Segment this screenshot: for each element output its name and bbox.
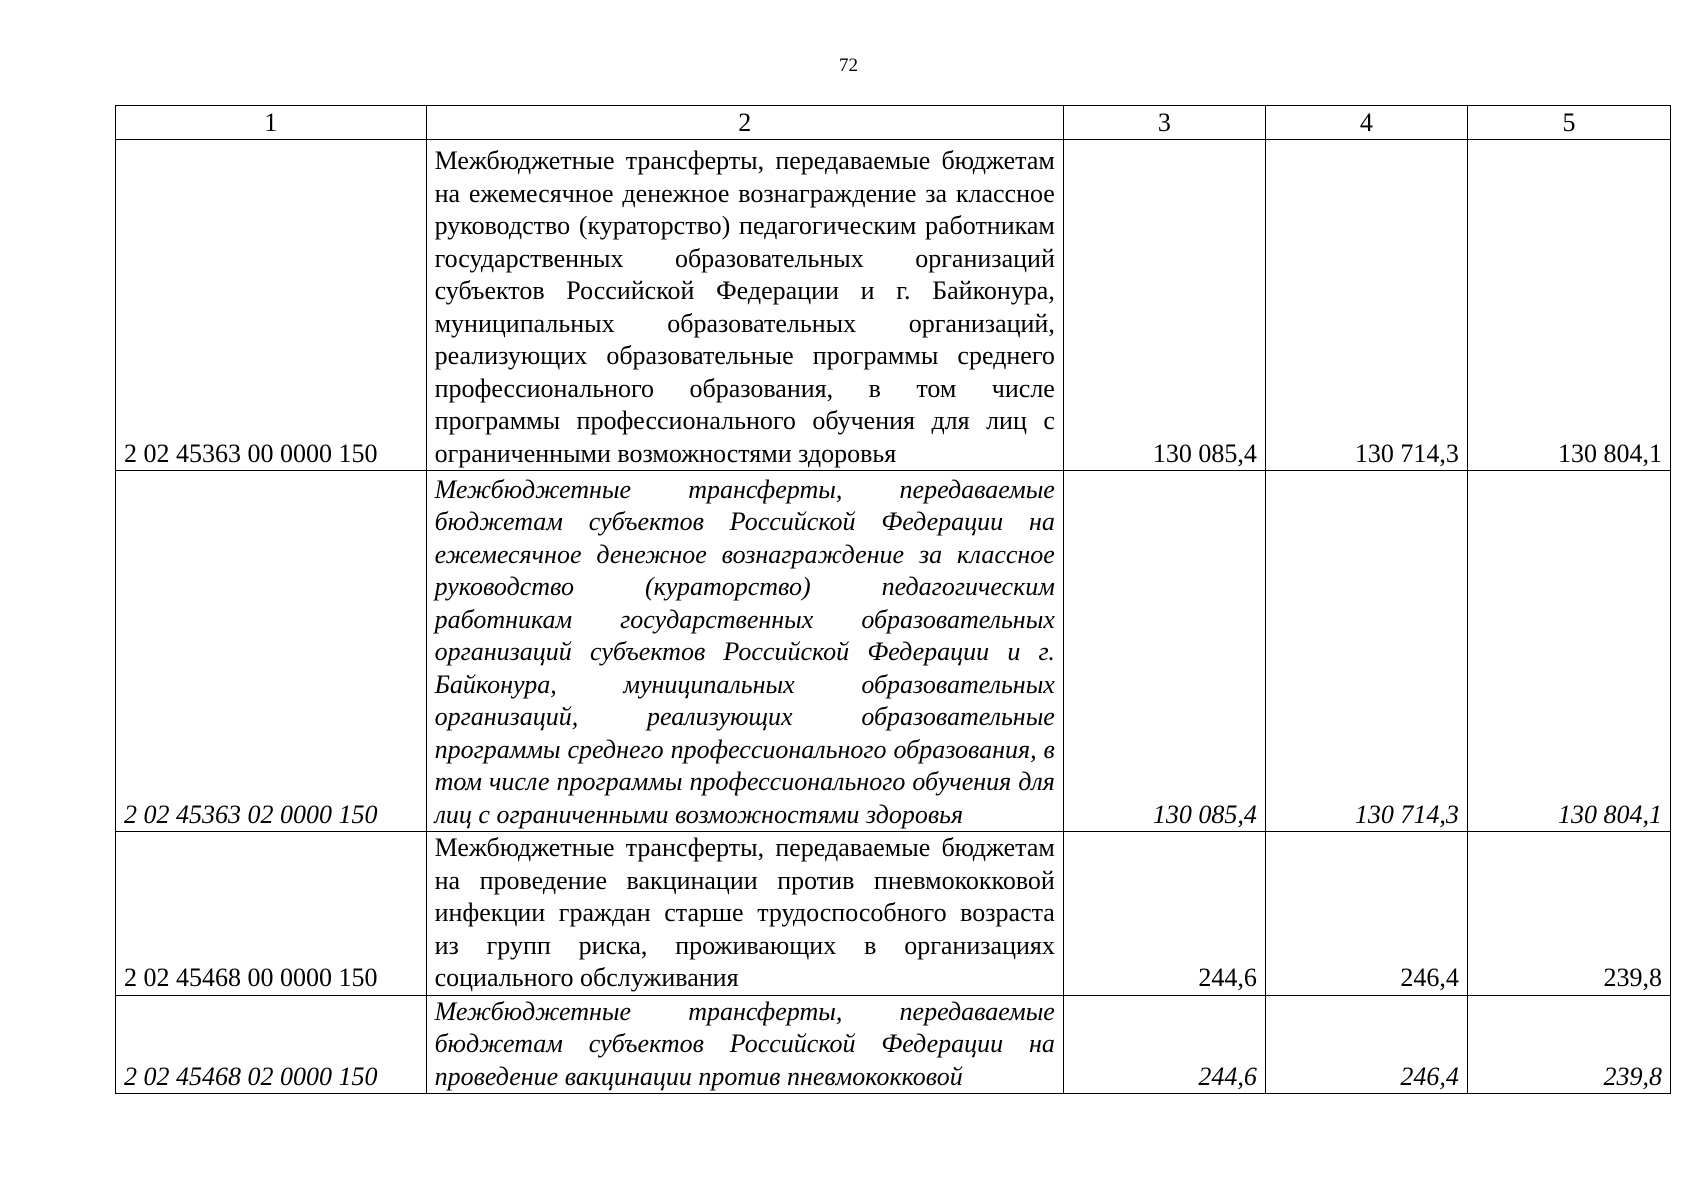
amount-col-4: 246,4 (1265, 995, 1467, 1094)
header-cell-5: 5 (1467, 106, 1670, 140)
table-row (116, 140, 1671, 471)
table-row (116, 995, 1671, 1094)
budget-code: 2 02 45468 02 0000 150 (116, 995, 427, 1094)
budget-description: Межбюджетные трансферты, передаваемые бюджетам на проведение вакцинации против пневмококковой инфекции граждан старше трудоспособного возраста из групп риска, проживающих в организациях социального обслуживания (426, 832, 1063, 996)
amount-col-3: 244,6 (1063, 995, 1265, 1094)
header-cell-3: 3 (1063, 106, 1265, 140)
table-row (116, 471, 1671, 832)
budget-code: 2 02 45468 00 0000 150 (116, 832, 427, 996)
header-cell-4: 4 (1265, 106, 1467, 140)
header-cell-2: 2 (426, 106, 1063, 140)
page-number: 72 (839, 55, 858, 76)
header-cell-1: 1 (116, 106, 427, 140)
amount-col-5: 130 804,1 (1467, 471, 1670, 832)
amount-col-4: 130 714,3 (1265, 140, 1467, 471)
budget-code: 2 02 45363 00 0000 150 (116, 140, 427, 471)
amount-col-4: 130 714,3 (1265, 471, 1467, 832)
amount-col-3: 244,6 (1063, 832, 1265, 996)
amount-col-3: 130 085,4 (1063, 140, 1265, 471)
table-row (116, 832, 1671, 996)
header-row (116, 106, 1671, 140)
amount-col-5: 130 804,1 (1467, 140, 1670, 471)
budget-description: Межбюджетные трансферты, передаваемые бюджетам на ежемесячное денежное вознаграждение за классное руководство (кураторство) педагогическим работникам государственных образовательных организаций субъектов Российской Федерации и г. Байконура, муниципальных образовательных организаций, реализующих образовательные программы среднего профессионального образования, в том числе программы профессионального обучения для лиц с ограниченными возможностями здоровья (426, 140, 1063, 471)
budget-table (115, 105, 1671, 1094)
amount-col-4: 246,4 (1265, 832, 1467, 996)
amount-col-3: 130 085,4 (1063, 471, 1265, 832)
amount-col-5: 239,8 (1467, 995, 1670, 1094)
budget-description: Межбюджетные трансферты, передаваемые бюджетам субъектов Российской Федерации на ежемесячное денежное вознаграждение за классное руководство (кураторство) педагогическим работникам государственных образовательных организаций субъектов Российской Федерации и г. Байконура, муниципальных образовательных организаций, реализующих образовательные программы среднего профессионального образования, в том числе программы профессионального обучения для лиц с ограниченными возможностями здоровья (426, 471, 1063, 832)
amount-col-5: 239,8 (1467, 832, 1670, 996)
budget-code: 2 02 45363 02 0000 150 (116, 471, 427, 832)
budget-description: Межбюджетные трансферты, передаваемые бюджетам субъектов Российской Федерации на проведение вакцинации против пневмококковой (426, 995, 1063, 1094)
